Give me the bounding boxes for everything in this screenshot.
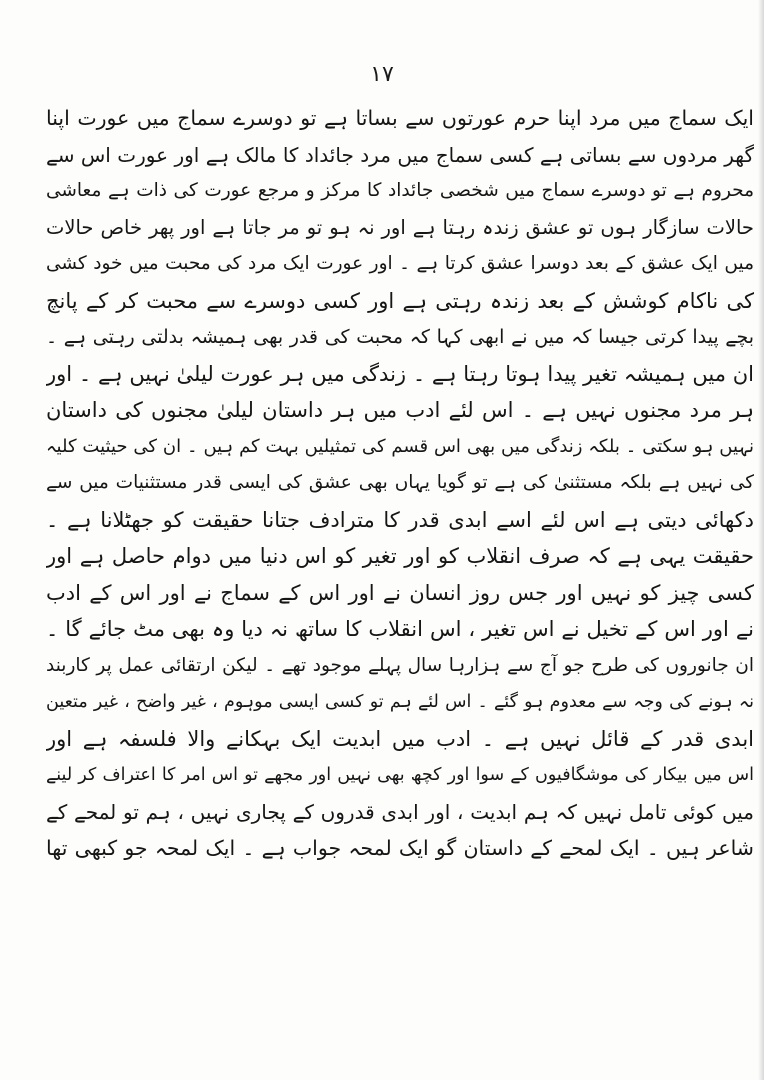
page-edge-shadow (758, 0, 764, 1080)
text-line: ایک سماج میں مرد اپنا حرم عورتوں سے بساتا ہے تو دوسرے سماج میں عورت اپنا (46, 106, 754, 130)
text-line: بچے پیدا کرتی جیسا کہ میں نے ابھی کہا کہ محبت کی قدر بھی ہمیشہ بدلتی رہتی ہے ۔ (46, 326, 754, 348)
text-line: محروم ہے تو دوسرے سماج میں شخصی جائداد کا مرکز و مرجع عورت کی ذات ہے معاشی (46, 180, 754, 201)
text-line: میں ایک عشق کے بعد دوسرا عشق کرتا ہے ۔ اور عورت ایک مرد کی محبت میں خود کشی (46, 253, 754, 274)
text-line: حالات سازگار ہوں تو عشق زندہ رہتا ہے اور نہ ہو تو مر جاتا ہے اور پھر خاص حالات (46, 215, 754, 239)
text-line: کی نہیں ہے بلکہ مستثنیٰ کی ہے تو گویا یہاں بھی عشق کی ایسی قدر مستثنیات میں سے (46, 472, 754, 493)
text-line: ابدی قدر کے قائل نہیں ہے ۔ ادب میں ابدیت ایک بہکانے والا فلسفہ ہے اور (46, 726, 754, 751)
text-line: نہ ہونے کی وجہ سے معدوم ہو گئے ۔ اس لئے ہم تو کسی ایسی موہوم ، غیر واضح ، غیر متعین (46, 692, 754, 712)
text-line: اس میں بیکار کی موشگافیوں کے سوا اور کچھ بھی نہیں اور مجھے تو اس امر کا اعتراف کر لینے (46, 765, 754, 785)
text-line: ہر مرد مجنوں نہیں ہے ۔ اس لئے ادب میں ہر داستان لیلیٰ مجنوں کی داستان (46, 398, 754, 422)
text-line: ان میں ہمیشہ تغیر پیدا ہوتا رہتا ہے ۔ زندگی میں ہر عورت لیلیٰ نہیں ہے ۔ اور (46, 361, 754, 386)
text-line: نہیں ہو سکتی ۔ بلکہ زندگی میں بھی اس قسم کی تمثیلیں بہت کم ہیں ۔ ان کی حیثیت کلیہ (46, 435, 754, 457)
text-line: حقیقت یہی ہے کہ صرف انقلاب کو اور تغیر کو اس دنیا میں دوام حاصل ہے اور (46, 544, 754, 568)
text-line: گھر مردوں سے بساتی ہے کسی سماج میں مرد جائداد کا مالک ہے اور عورت اس سے (46, 142, 754, 167)
text-line: کی ناکام کوشش کے بعد زندہ رہتی ہے اور کسی دوسرے سے محبت کر کے پانچ (46, 288, 754, 313)
body-text (46, 100, 754, 867)
text-line: شاعر ہیں ۔ ایک لمحے کے داستان گو ایک لمحہ جواب ہے ۔ ایک لمحہ جو کبھی تھا (46, 836, 754, 860)
text-line: میں کوئی تامل نہیں کہ ہم ابدیت ، اور ابدی قدروں کے پجاری نہیں ، ہم تو لمحے کے (46, 799, 754, 824)
text-line: نے اور اس کے تخیل نے اس تغیر ، اس انقلاب کا ساتھ نہ دیا وہ بھی مٹ جائے گا ۔ (46, 617, 754, 641)
text-line: دکھائی دیتی ہے اس لئے اسے ابدی قدر کا مترادف جتانا حقیقت کو جھٹلانا ہے ۔ (46, 507, 754, 532)
page-number: ١٧ (370, 62, 394, 87)
text-line: ان جانوروں کی طرح جو آج سے ہزارہا سال پہلے موجود تھے ۔ لیکن ارتقائی عمل پر کاربند (46, 654, 754, 676)
text-line: کسی چیز کو نہیں اور جس روز انسان نے اور اس کے سماج نے اور اس کے ادب (46, 580, 754, 605)
